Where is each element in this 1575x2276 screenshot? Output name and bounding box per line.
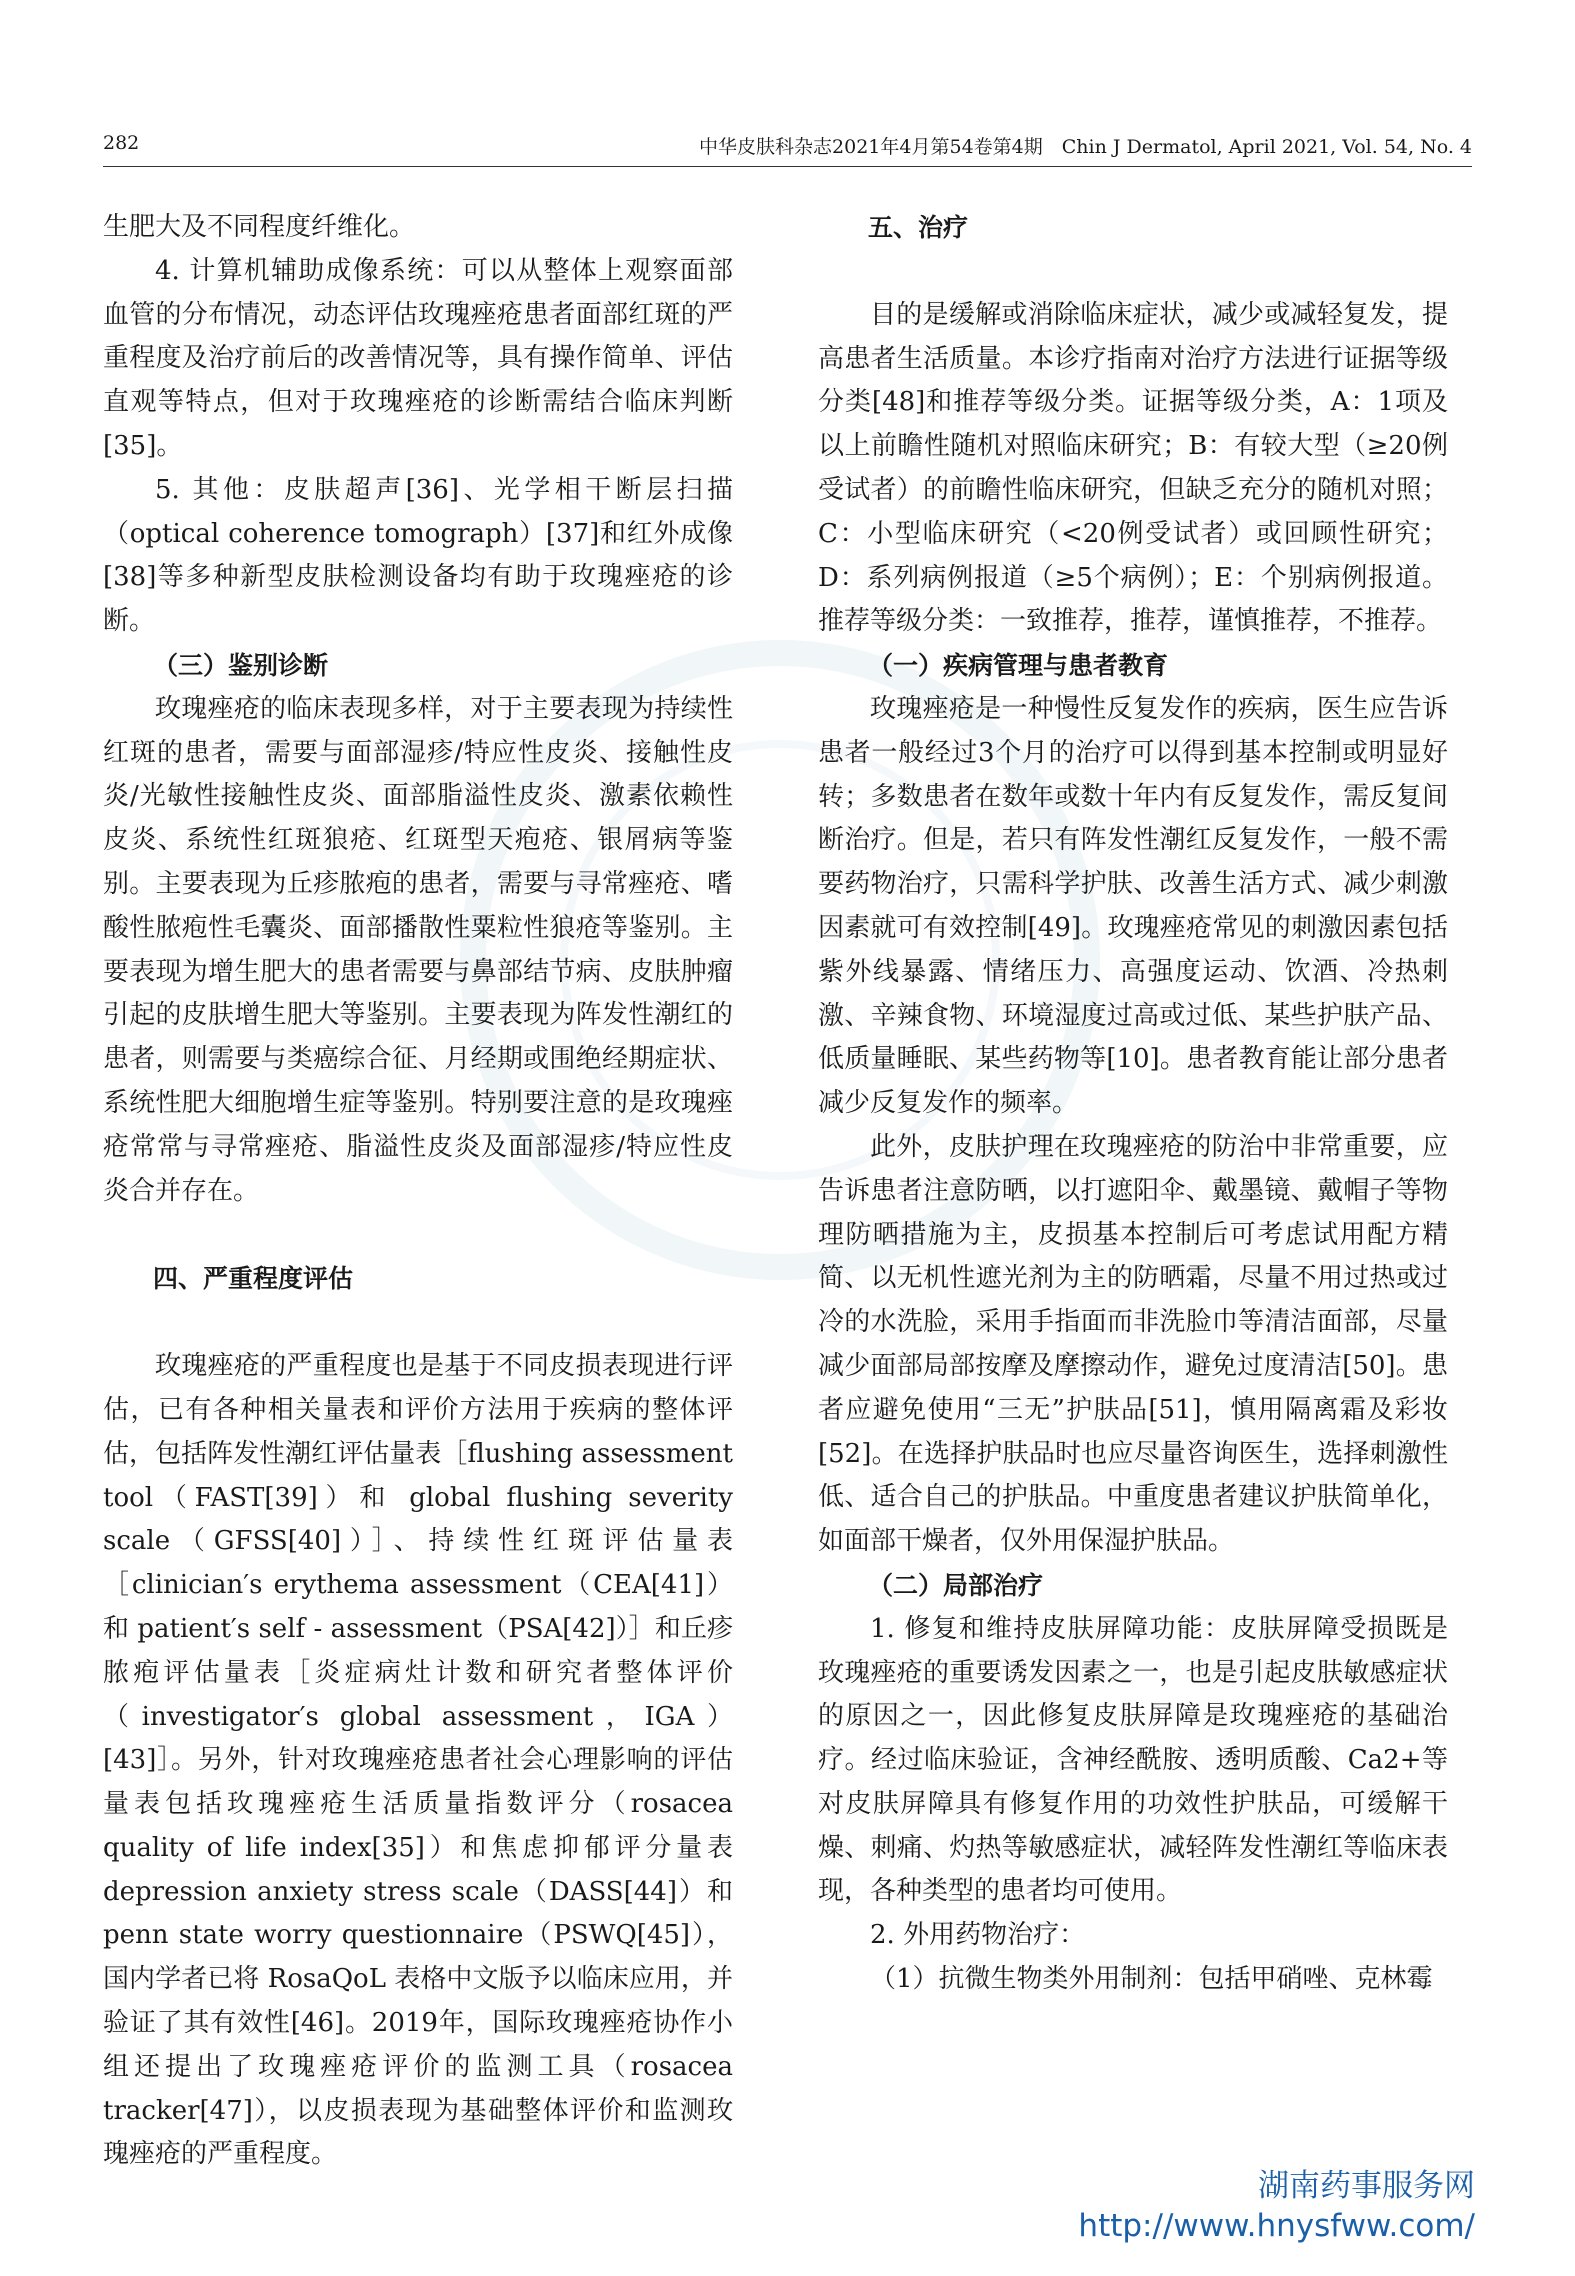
paragraph: 1. 修复和维持皮肤屏障功能：皮肤屏障受损既是玫瑰痤疮的重要诱发因素之一，也是引起皮肤敏感症状的原因之一，因此修复皮肤屏障是玫瑰痤疮的基础治疗。经过临床验证，含神经酰胺、透明质酸、Ca2+等对皮肤屏障具有修复作用的功效性护肤品，可缓解干燥、刺痛、灼热等敏感症状，减轻阵发性潮红等临床表现，各种类型的患者均可使用。 [818,1613,1448,1907]
paragraph: 4. 计算机辅助成像系统：可以从整体上观察面部血管的分布情况，动态评估玫瑰痤疮患者面部红斑的严重程度及治疗前后的改善情况等，具有操作简单、评估直观等特点，但对于玫瑰痤疮的诊断需结合临床判断[35]。 [103,255,733,461]
site-url[interactable]: http://www.hnysfww.com/ [1078,2208,1475,2244]
section-heading: 四、严重程度评估 [153,1264,354,1294]
paragraph: 2. 外用药物治疗： [870,1920,1086,1951]
page-number: 282 [103,132,140,154]
running-header [103,126,1472,167]
journal-citation: 中华皮肤科杂志2021年4月第54卷第4期 Chin J Dermatol, April 2021, Vol. 54, No. 4 [699,136,1472,158]
site-footer [1078,2166,1475,2246]
paragraph: 5. 其他：皮肤超声[36]、光学相干断层扫描（optical coherence tomograph）[37]和红外成像[38]等多种新型皮肤检测设备均有助于玫瑰痤疮的诊断。 [103,474,733,637]
section-heading: （一）疾病管理与患者教育 [868,651,1169,681]
paragraph: 生肥大及不同程度纤维化。 [103,212,416,242]
paragraph: 此外，皮肤护理在玫瑰痤疮的防治中非常重要，应告诉患者注意防晒，以打遮阳伞、戴墨镜、戴帽子等物理防晒措施为主，皮损基本控制后可考虑试用配方精简、以无机性遮光剂为主的防晒霜，尽量不用过热或过冷的水洗脸，采用手指面而非洗脸巾等清洁面部，尽量减少面部局部按摩及摩擦动作，避免过度清洁[50]。患者应避免使用“三无”护肤品[51]，慎用隔离霜及彩妆[52]。在选择护肤品时也应尽量咨询医生，选择刺激性低、适合自己的护肤品。中重度患者建议护肤简单化，如面部干燥者，仅外用保湿护肤品。 [818,1131,1448,1557]
section-heading: 五、治疗 [868,213,969,242]
right-column [818,206,1448,2002]
paragraph: 玫瑰痤疮的严重程度也是基于不同皮损表现进行评估，已有各种相关量表和评价方法用于疾病的整体评估，包括阵发性潮红评估量表［flushing assessment tool（FAST[39]）和 global flushing severity scale（GFSS[40]）］、持续性红斑评估量表［clinician′s erythema assessment（CEA[41]）和 patient′s self - assessment（PSA[42]）］和丘疹脓疱评估量表［炎症病灶计数和研究者整体评价（investigator′s global assessment，IGA）[43]］。另外，针对玫瑰痤疮患者社会心理影响的评估量表包括玫瑰痤疮生活质量指数评分（rosacea quality of life index[35]）和焦虑抑郁评分量表 depression anxiety stress scale（DASS[44]）和 penn state worry questionnaire（PSWQ[45]），国内学者已将 RosaQoL 表格中文版予以临床应用，并验证了其有效性[46]。2019年，国际玫瑰痤疮协作小组还提出了玫瑰痤疮评价的监测工具（rosacea tracker[47]），以皮损表现为基础整体评价和监测玫瑰痤疮的严重程度。 [103,1351,733,2170]
site-name: 湖南药事服务网 [1258,2168,1475,2204]
paragraph: 玫瑰痤疮是一种慢性反复发作的疾病，医生应告诉患者一般经过3个月的治疗可以得到基本控制或明显好转；多数患者在数年或数十年内有反复发作，需反复间断治疗。但是，若只有阵发性潮红反复发作，一般不需要药物治疗，只需科学护肤、改善生活方式、减少刺激因素就可有效控制[49]。玫瑰痤疮常见的刺激因素包括紫外线暴露、情绪压力、高强度运动、饮酒、冷热刺激、辛辣食物、环境湿度过高或过低、某些护肤产品、低质量睡眠、某些药物等[10]。患者教育能让部分患者减少反复发作的频率。 [818,693,1448,1119]
section-heading: （三）鉴别诊断 [153,650,329,680]
paragraph: （1）抗微生物类外用制剂：包括甲硝唑、克林霉 [870,1964,1433,1995]
paragraph: 目的是缓解或消除临床症状，减少或减轻复发，提高患者生活质量。本诊疗指南对治疗方法进行证据等级分类[48]和推荐等级分类。证据等级分类，A：1项及以上前瞻性随机对照临床研究；B：有较大型（≥20例受试者）的前瞻性临床研究，但缺乏充分的随机对照；C：小型临床研究（<20例受试者）或回顾性研究；D：系列病例报道（≥5个病例）；E：个别病例报道。推荐等级分类：一致推荐，推荐，谨慎推荐，不推荐。 [818,299,1448,637]
section-heading: （二）局部治疗 [868,1570,1044,1600]
paragraph: 玫瑰痤疮的临床表现多样，对于主要表现为持续性红斑的患者，需要与面部湿疹/特应性皮炎、接触性皮炎/光敏性接触性皮炎、面部脂溢性皮炎、激素依赖性皮炎、系统性红斑狼疮、红斑型天疱疮、银屑病等鉴别。主要表现为丘疹脓疱的患者，需要与寻常痤疮、嗜酸性脓疱性毛囊炎、面部播散性粟粒性狼疮等鉴别。主要表现为增生肥大的患者需要与鼻部结节病、皮肤肿瘤引起的皮肤增生肥大等鉴别。主要表现为阵发性潮红的患者，则需要与类癌综合征、月经期或围绝经期症状、系统性肥大细胞增生症等鉴别。特别要注意的是玫瑰痤疮常常与寻常痤疮、脂溢性皮炎及面部湿疹/特应性皮炎合并存在。 [103,693,733,1206]
left-column [103,206,733,2177]
